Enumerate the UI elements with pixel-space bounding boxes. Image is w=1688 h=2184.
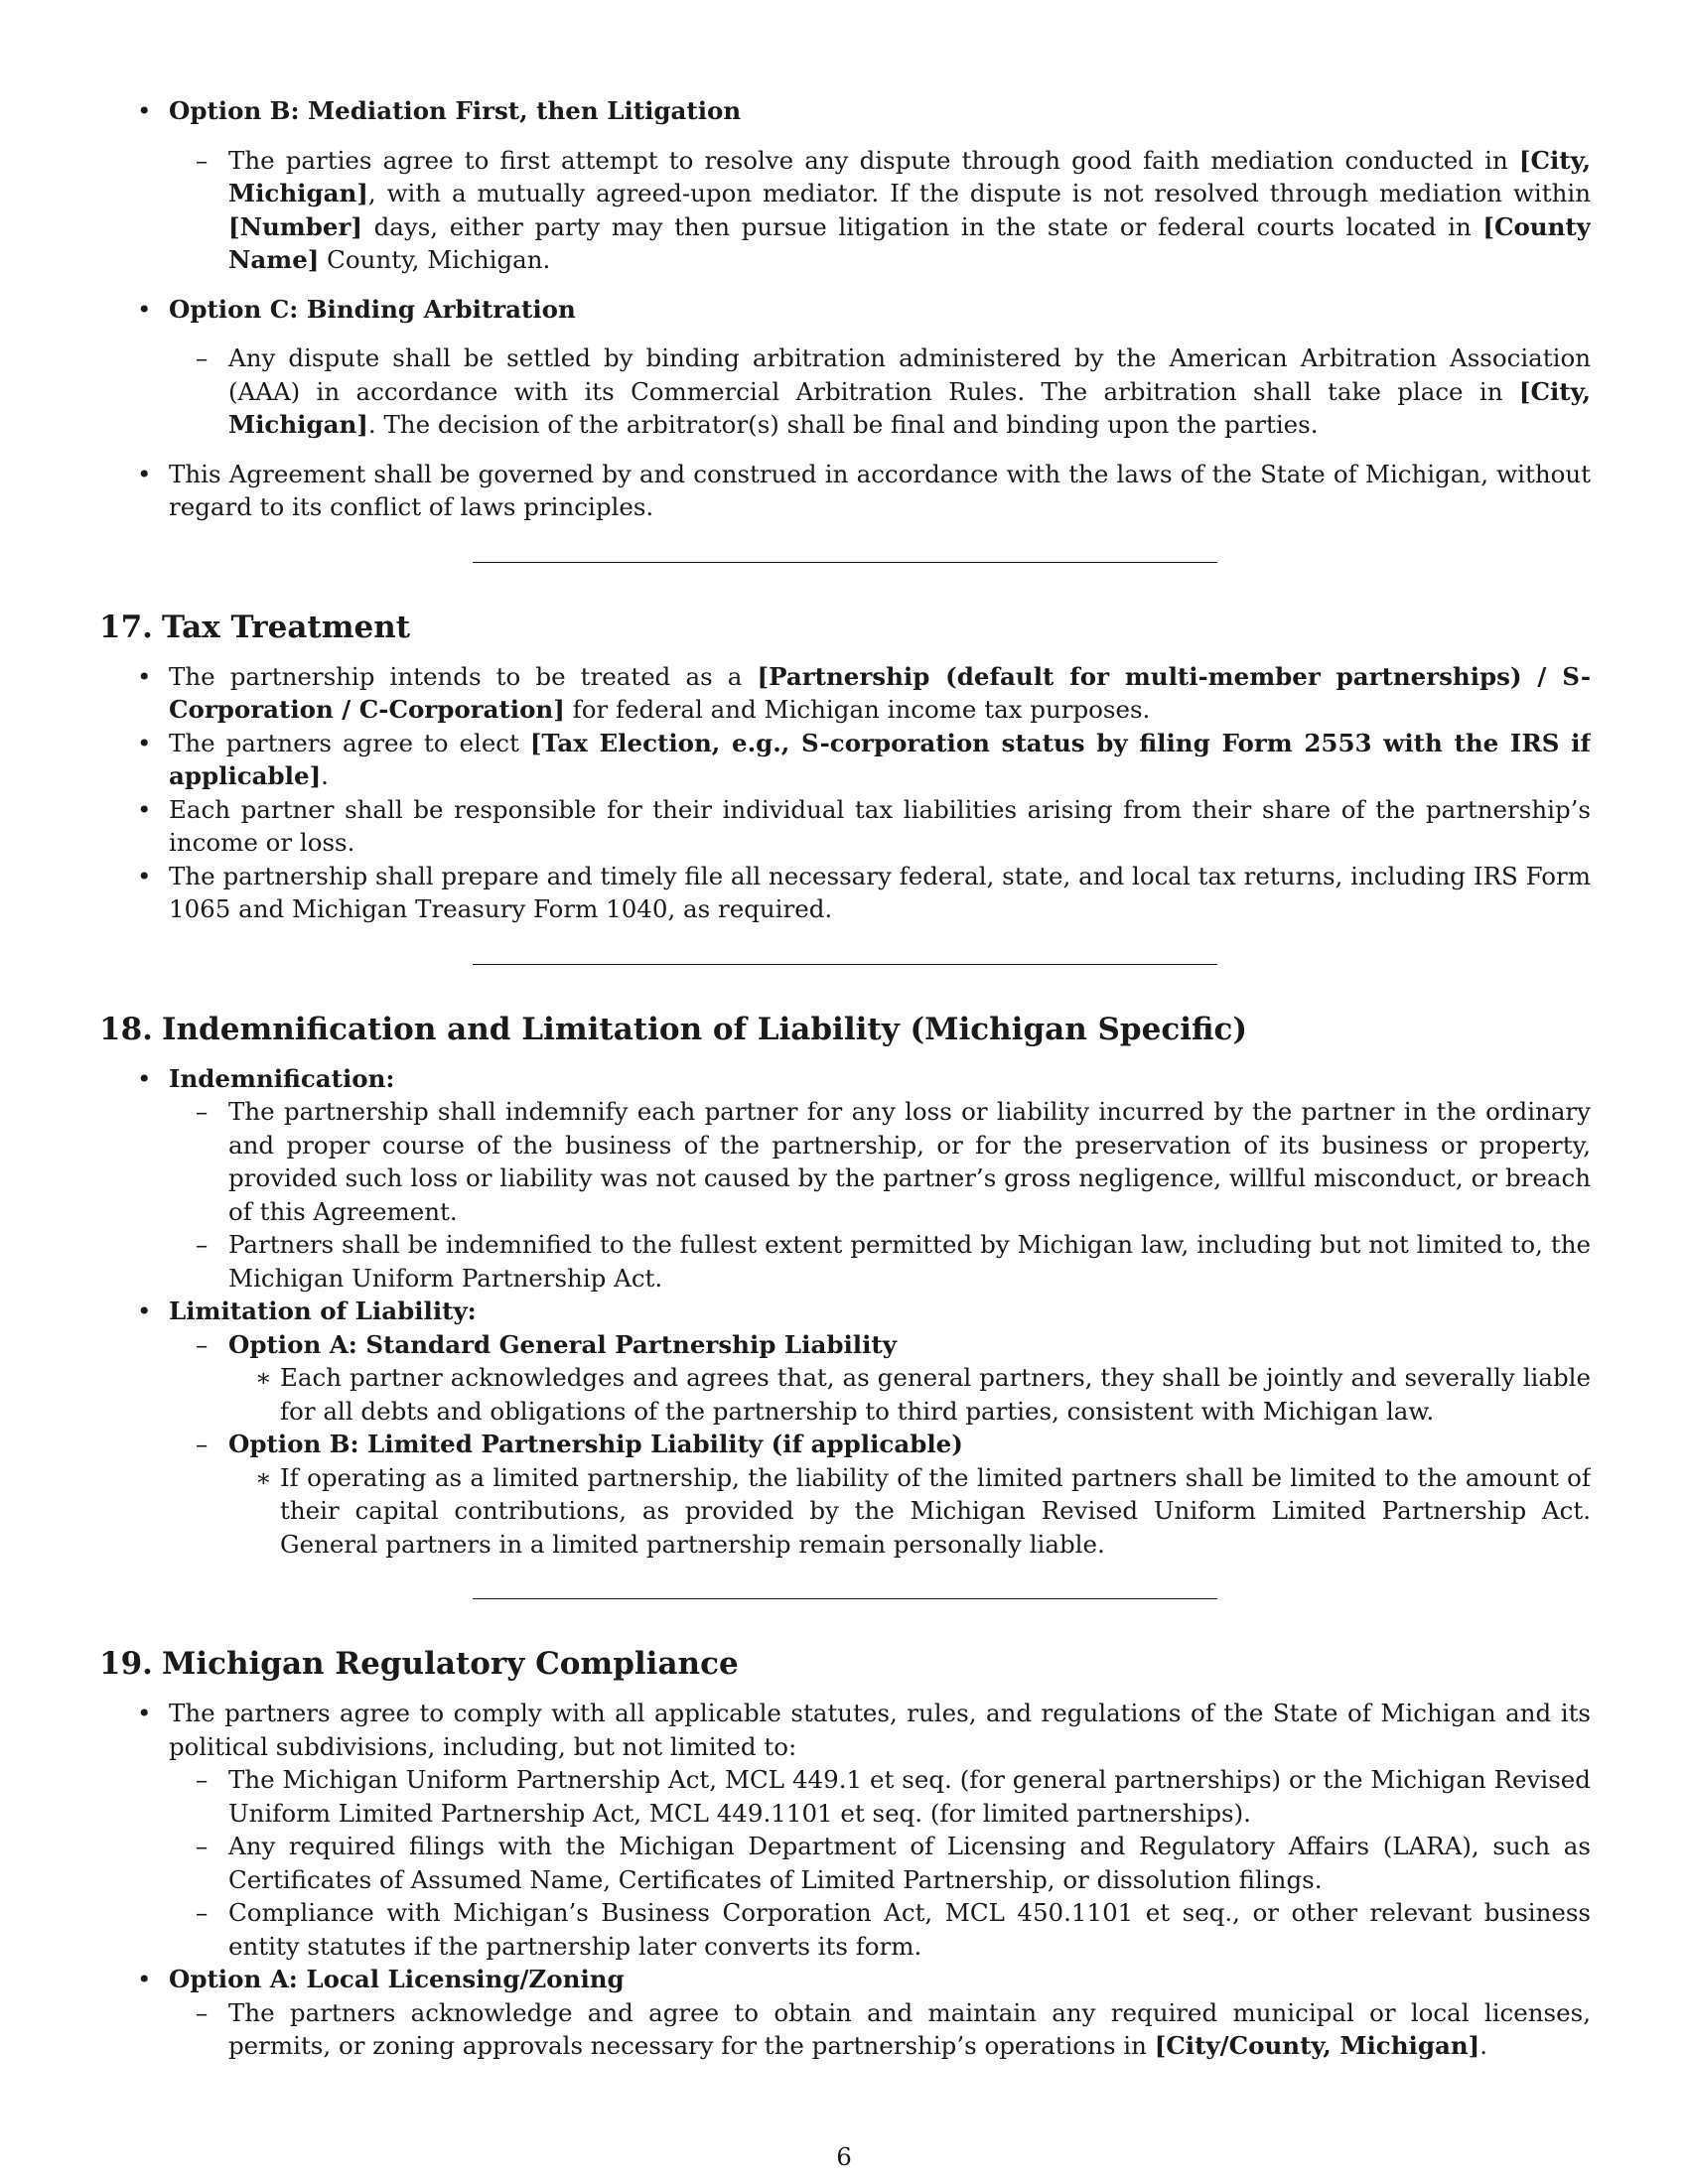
tax-liability-text: • Each partner shall be responsible for their individual tax liabilities arising from their share of the partnership’s income or loss.: [169, 794, 1591, 857]
placeholder-field: [City, Michigan]: [228, 376, 1591, 439]
list-item: [228, 1461, 1591, 1562]
regulatory-intro-text: • The partners agree to comply with all applicable statutes, rules, and regulations of the State of Michigan and its political subdivisions, including, but not limited to:: [169, 1699, 1591, 1761]
regulatory-item-text: – The Michigan Uniform Partnership Act, MCL 449.1 et seq. (for general partnerships) or the Michigan Revised Uniform Limited Partnership Act, MCL 449.1101 et seq. (for limited partnerships).: [228, 1765, 1591, 1828]
list-item: [99, 1062, 1591, 1296]
option-b-mediation-title: • Option B: Mediation First, then Litigation: [169, 96, 742, 125]
option-b-sublist: [169, 144, 1591, 277]
section-number: 19.: [99, 1646, 153, 1682]
governing-law-text: • This Agreement shall be governed by and construed in accordance with the laws of the State of Michigan, without regard to its conflict of laws principles.: [169, 459, 1591, 521]
list-item: [99, 94, 1591, 277]
section-title: Michigan Regulatory Compliance: [162, 1646, 739, 1682]
section-19-heading: [99, 1645, 1591, 1683]
regulatory-sublist: [169, 1763, 1591, 1963]
local-licensing-text: – The partners acknowledge and agree to obtain and maintain any required municipal or local licenses, permits, or zoning approvals necessary for the partnership’s operations in [City/County, Michigan].: [228, 1997, 1591, 2060]
liability-option-b-text: ∗ If operating as a limited partnership, the liability of the limited partners shall be limited to the amount of their capital contributions, as provided by the Michigan Revised Uniform Limited Partnership Act. General partners in a limited partnership remain personally liable.: [280, 1462, 1591, 1559]
indemnification-text: – The partnership shall indemnify each partner for any loss or liability incurred by the partner in the ordinary and proper course of the business of the partnership, or for the preservation of its business or property, provided such loss or liability was not caused by the partner’s gross negligence, willful misconduct, or breach of this Agreement.: [228, 1097, 1591, 1226]
list-item: [169, 1095, 1591, 1228]
liability-option-a-text: ∗ Each partner acknowledges and agrees that, as general partners, they shall be jointly and severally liable for all debts and obligations of the partnership to third parties, consistent with Michigan law.: [280, 1363, 1591, 1426]
tax-classification-text: • The partnership intends to be treated as a [Partnership (default for multi-member partnerships) / S-Corporation / C-Corporation] for federal and Michigan income tax purposes.: [169, 661, 1591, 724]
list-item: [169, 1996, 1591, 2063]
section-number: 17.: [99, 609, 153, 645]
section-17-heading: [99, 609, 1591, 646]
local-licensing-title: • Option A: Local Licensing/Zoning: [169, 1965, 625, 1993]
option-b-mediation-text: – The parties agree to first attempt to resolve any dispute through good faith mediation conducted in [City, Michigan], with a mutually agreed-upon mediator. If the dispute is not resolved through mediation within [Number] days, either party may then pursue litigation in the state or federal courts located in [County Name] County, Michigan.: [228, 145, 1591, 274]
list-item: [99, 1963, 1591, 2063]
page-number: 6: [836, 2142, 852, 2171]
list-item: [99, 660, 1591, 727]
indemnification-text: – Partners shall be indemnified to the fullest extent permitted by Michigan law, including but not limited to, the Michigan Uniform Partnership Act.: [228, 1230, 1591, 1293]
list-item: [99, 1697, 1591, 1963]
list-item: [99, 458, 1591, 524]
section-title: Tax Treatment: [162, 609, 411, 645]
liability-option-a-title: – Option A: Standard General Partnership Liability: [228, 1329, 897, 1359]
list-item: [169, 1328, 1591, 1429]
option-c-arbitration-text: – Any dispute shall be settled by binding arbitration administered by the American Arbitration Association (AAA) in accordance with its Commercial Arbitration Rules. The arbitration shall take place in [City, Michigan]. The decision of the arbitrator(s) shall be final and binding upon the parties.: [228, 343, 1591, 439]
list-item: [99, 860, 1591, 926]
placeholder-field: [Partnership (default for multi-member partnerships) / S-Corporation / C-Corporation]: [169, 661, 1591, 724]
liability-option-b-title: – Option B: Limited Partnership Liability (if applicable): [228, 1430, 963, 1458]
tax-election-text: • The partners agree to elect [Tax Election, e.g., S-corporation status by filing Form 2553 with the IRS if applicable].: [169, 728, 1591, 790]
document-page: [99, 94, 1591, 2090]
section-title: Indemnification and Limitation of Liability (Michigan Specific): [162, 1011, 1248, 1047]
tax-treatment-list: [99, 660, 1591, 926]
tax-returns-text: • The partnership shall prepare and timely file all necessary federal, state, and local tax returns, including IRS Form 1065 and Michigan Treasury Form 1040, as required.: [169, 861, 1591, 923]
list-item: [99, 793, 1591, 860]
placeholder-field: [Tax Election, e.g., S-corporation status by filing Form 2553 with the IRS if applicable]: [169, 728, 1591, 790]
list-item: [169, 1896, 1591, 1963]
section-divider: [473, 562, 1217, 563]
placeholder-field: [City, Michigan]: [228, 145, 1591, 207]
list-item: [99, 293, 1591, 442]
limitation-title: • Limitation of Liability:: [169, 1297, 477, 1325]
regulatory-list: [99, 1697, 1591, 2063]
list-item: [169, 144, 1591, 277]
section-divider: [473, 1598, 1217, 1599]
option-c-sublist: [169, 341, 1591, 442]
placeholder-field: [Number]: [228, 211, 362, 241]
section-number: 18.: [99, 1011, 153, 1047]
section-divider: [473, 964, 1217, 965]
liability-option-a-sublist: [228, 1361, 1591, 1428]
list-item: [169, 341, 1591, 442]
list-item: [99, 1295, 1591, 1561]
placeholder-field: [County Name]: [228, 211, 1591, 274]
list-item: [169, 1228, 1591, 1295]
indemnification-sublist: [169, 1095, 1591, 1295]
dispute-options-list: [99, 94, 1591, 524]
placeholder-field: [City/County, Michigan]: [1154, 2031, 1480, 2060]
section-18-heading: [99, 1011, 1591, 1048]
indemnification-list: [99, 1062, 1591, 1562]
list-item: [228, 1361, 1591, 1428]
regulatory-item-text: – Compliance with Michigan’s Business Corporation Act, MCL 450.1101 et seq., or other relevant business entity statutes if the partnership later converts its form.: [228, 1898, 1591, 1961]
indemnification-title: • Indemnification:: [169, 1063, 395, 1093]
list-item: [99, 727, 1591, 793]
limitation-sublist: [169, 1328, 1591, 1562]
regulatory-item-text: – Any required filings with the Michigan Department of Licensing and Regulatory Affairs (LARA), such as Certificates of Assumed Name, Certificates of Limited Partnership, or dissolution filings.: [228, 1832, 1591, 1894]
list-item: [169, 1830, 1591, 1896]
local-licensing-sublist: [169, 1996, 1591, 2063]
list-item: [169, 1763, 1591, 1830]
option-c-arbitration-title: • Option C: Binding Arbitration: [169, 294, 576, 324]
list-item: [169, 1428, 1591, 1561]
liability-option-b-sublist: [228, 1461, 1591, 1562]
